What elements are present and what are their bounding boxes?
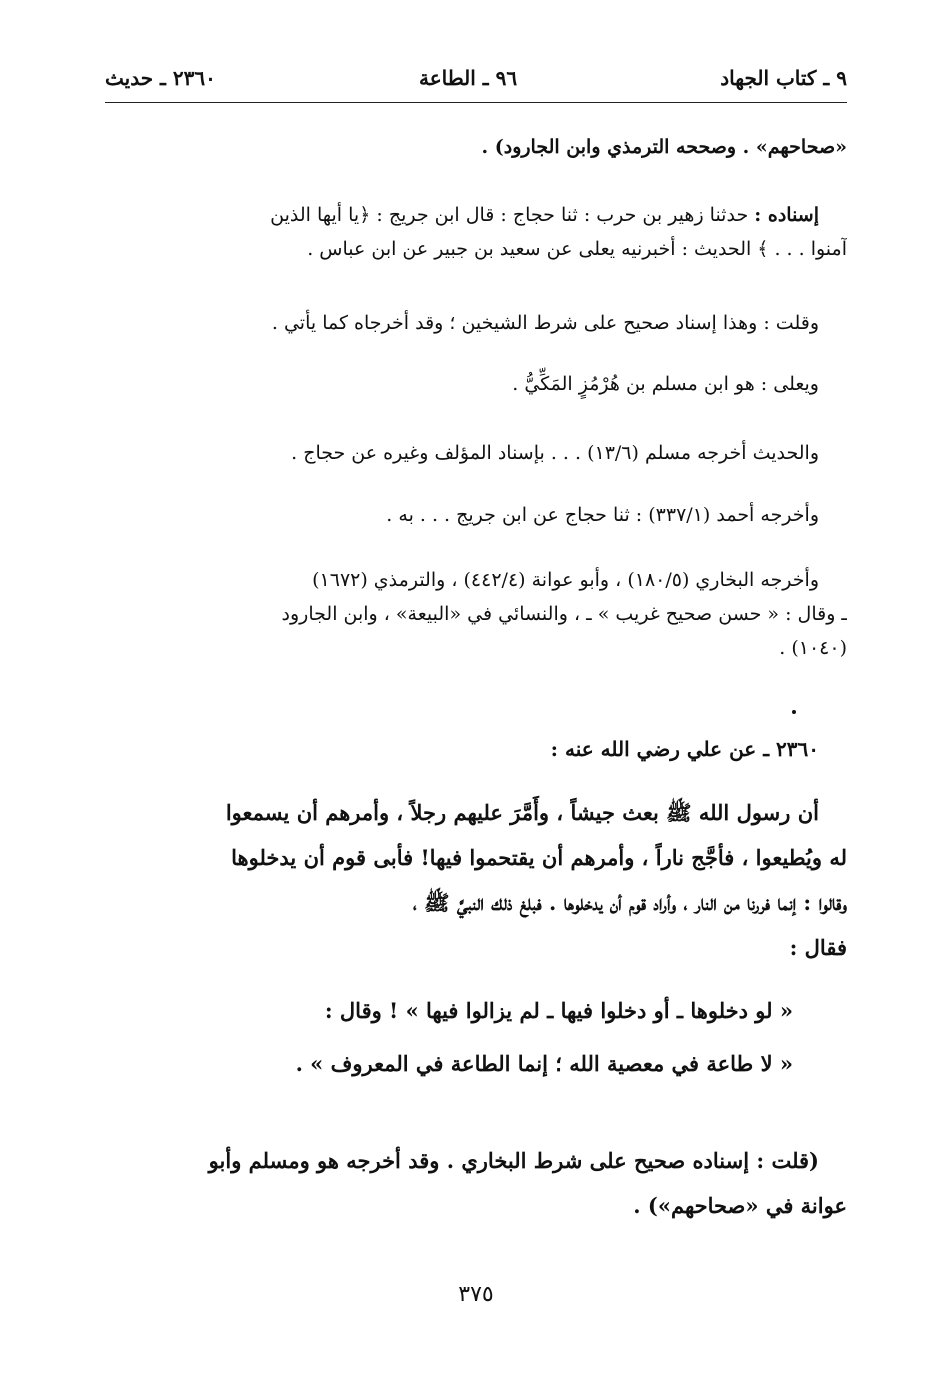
running-header: [105, 60, 847, 103]
hadith-text-block: [105, 790, 847, 970]
top-line-block: [105, 130, 847, 164]
takhrij-block: [105, 563, 847, 665]
separator-dot: [792, 710, 796, 714]
isnad-line-2: آمنوا . . . ﴾ الحديث : أخبرنيه يعلى عن سعيد بن جبير عن ابن عباس .: [307, 238, 847, 260]
header-hadith-number: ٢٣٦٠ ـ حديث: [105, 66, 216, 90]
note-4: وأخرجه أحمد (٣٣٧/١) : ثنا حجاج عن ابن جريج . . . به .: [386, 504, 819, 526]
hadith-line-2: له ويُطيعوا ، فأجَّج ناراً ، وأمرهم أن يقتحموا فيها! فأبى قوم أن يدخلوها: [231, 845, 847, 870]
header-chapter: ٩ ـ كتاب الجهاد: [720, 66, 847, 90]
takhrij-line-3: (١٠٤٠) .: [779, 637, 847, 659]
takhrij-line-1: وأخرجه البخاري (١٨٠/٥) ، وأبو عوانة (٤٤٢/٤) ، والترمذي (١٦٧٢): [312, 569, 819, 591]
note-1: وقلت : وهذا إسناد صحيح على شرط الشيخين ؛ وقد أخرجاه كما يأتي .: [271, 312, 819, 334]
hadith-line-3: وقالوا : إنما فررنا من النار ، وأراد قوم أن يدخلوها . فبلغ ذلك النبيَّ ﷺ ،: [412, 890, 847, 915]
top-line: «صحاحهم» . وصححه الترمذي وابن الجارود) .: [481, 136, 847, 158]
hadith-heading-block: [105, 732, 847, 766]
note-3: والحديث أخرجه مسلم (١٣/٦) . . . بإسناد المؤلف وغيره عن حجاج .: [291, 442, 819, 464]
hadith-heading: ٢٣٦٠ ـ عن علي رضي الله عنه :: [550, 737, 819, 761]
takhrij-line-2: ـ وقال : « حسن صحيح غريب » ـ ، والنسائي في «البيعة» ، وابن الجارود: [281, 603, 847, 625]
note-3-block: [105, 436, 847, 470]
quotes-block: [105, 988, 847, 1086]
hadith-line-4: فقال :: [789, 935, 847, 960]
conclusion-line-2: عوانة في «صحاحهم») .: [633, 1193, 847, 1218]
note-2: ويعلى : هو ابن مسلم بن هُرْمُزٍ المَكِّيُّ .: [512, 373, 819, 395]
isnad-text-1: حدثنا زهير بن حرب : ثنا حجاج : قال ابن جريج : ﴿يا أيها الذين: [270, 204, 749, 226]
isnad-block: [105, 198, 847, 266]
note-4-block: [105, 498, 847, 532]
note-2-block: [105, 367, 847, 401]
conclusion-line-1: (قلت : إسناده صحيح على شرط البخاري . وقد أخرجه هو ومسلم وأبو: [208, 1148, 819, 1173]
quote-1: « لو دخلوها ـ أو دخلوا فيها ـ لم يزالوا فيها » ! وقال :: [324, 998, 793, 1023]
note-1-block: [105, 306, 847, 340]
book-page: [105, 60, 847, 1307]
quote-2: « لا طاعة في معصية الله ؛ إنما الطاعة في المعروف » .: [295, 1051, 793, 1076]
hadith-line-1: أن رسول الله ﷺ بعث جيشاً ، وأَمَّرَ عليهم رجلاً ، وأمرهم أن يسمعوا: [225, 800, 819, 825]
page-number: ٣٧٥: [458, 1282, 494, 1307]
isnad-label: إسناده :: [754, 204, 819, 226]
isnad-line-1: [105, 198, 847, 232]
conclusion-block: [105, 1138, 847, 1228]
header-section: ٩٦ ـ الطاعة: [419, 66, 518, 90]
